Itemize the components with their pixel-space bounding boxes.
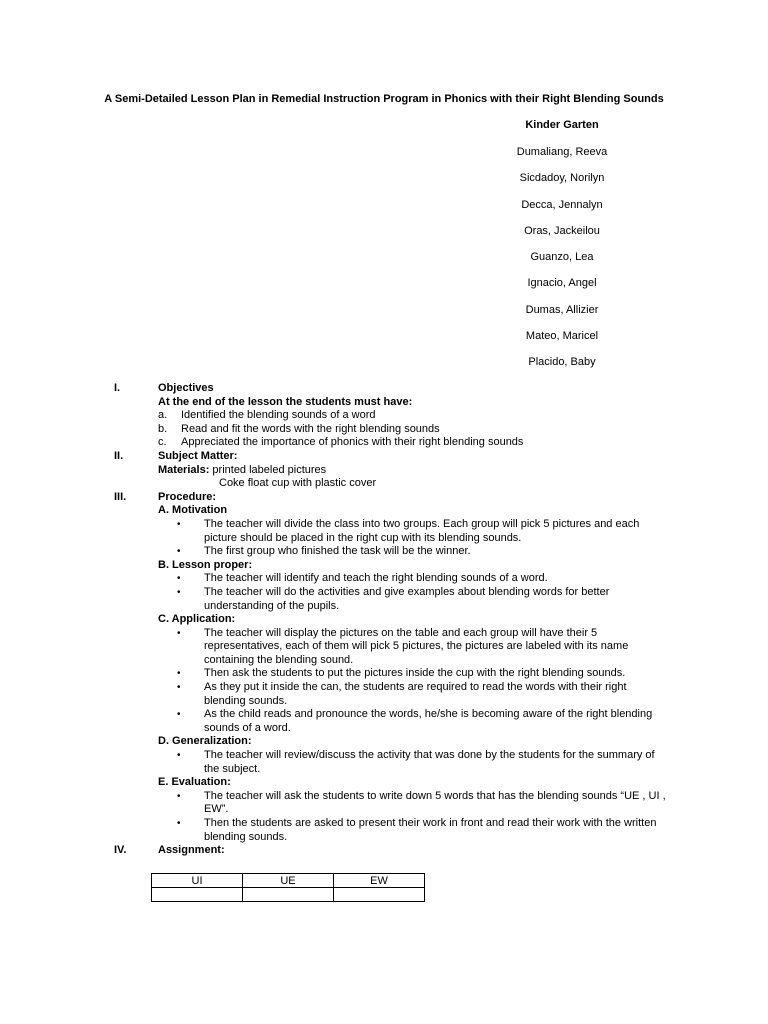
bullet-text: blending sounds.: [204, 694, 288, 707]
grade-level: Kinder Garten: [525, 119, 599, 131]
author-name: Dumas, Allizier: [525, 303, 599, 316]
bullet-continuation: [0, 831, 768, 845]
subsection-line: [0, 613, 768, 627]
bullet-text: representatives, each of them will pick 5 pictures, the pictures are labeled with its name: [204, 640, 629, 653]
bullet-text: The teacher will identify and teach the right blending sounds of a word.: [204, 572, 548, 585]
item-letter: b.: [158, 422, 168, 435]
materials-label: Materials:: [158, 463, 210, 476]
procedure-heading-line: [0, 491, 768, 505]
author-name: Oras, Jackeilou: [524, 224, 600, 237]
subsection-heading: D. Generalization:: [158, 735, 252, 748]
bullet-glyph: •: [177, 818, 181, 829]
bullet-text: EW”.: [204, 803, 229, 816]
bullet-glyph: •: [177, 709, 181, 721]
item-letter: c.: [158, 436, 167, 449]
subsection-heading: A. Motivation: [158, 504, 228, 517]
bullet-glyph: •: [177, 750, 181, 762]
bullet-continuation: [0, 640, 768, 654]
subsection-heading: B. Lesson proper:: [158, 558, 253, 571]
subsection-line: [0, 559, 768, 573]
table-header-cell: UI: [152, 874, 243, 888]
bullet-continuation: [0, 803, 768, 817]
bullet-line: [0, 749, 768, 763]
objectives-heading-line: [0, 382, 768, 396]
table-header-cell: EW: [334, 874, 425, 888]
bullet-text: As they put it inside the can, the students are required to read the words with their right: [204, 681, 627, 694]
materials-value: Coke float cup with plastic cover: [219, 477, 377, 490]
objective-item: [0, 436, 768, 450]
item-letter: a.: [158, 409, 168, 422]
bullet-line: [0, 667, 768, 681]
item-text: Appreciated the importance of phonics with their right blending sounds: [181, 436, 524, 449]
objectives-lead-line: [0, 396, 768, 410]
bullet-continuation: [0, 722, 768, 736]
bullet-text: blending sounds.: [204, 830, 288, 843]
bullet-continuation: [0, 695, 768, 709]
subsection-line: [0, 735, 768, 749]
objectives-lead: At the end of the lesson the students must have:: [158, 395, 413, 408]
bullet-line: [0, 708, 768, 722]
bullet-line: [0, 681, 768, 695]
table-header-row: [152, 874, 425, 888]
section-heading: Objectives: [158, 382, 214, 394]
materials-line: [0, 477, 768, 491]
bullet-text: sounds of a word.: [204, 721, 291, 734]
bullet-text: understanding of the pupils.: [204, 599, 340, 612]
bullet-glyph: •: [177, 546, 181, 558]
author-name: Sicdadoy, Norilyn: [519, 172, 605, 185]
table-row: [152, 888, 425, 902]
bullet-glyph: •: [177, 682, 181, 694]
bullet-line: [0, 627, 768, 641]
section-heading: Assignment:: [158, 844, 225, 857]
subsection-heading: E. Evaluation:: [158, 776, 231, 789]
bullet-glyph: •: [177, 586, 181, 598]
bullet-text: The teacher will divide the class into two groups. Each group will pick 5 pictures and each: [204, 517, 640, 530]
item-text: Read and fit the words with the right blending sounds: [181, 422, 440, 435]
author-name: Guanzo, Lea: [530, 251, 594, 264]
bullet-continuation: [0, 654, 768, 668]
bullet-glyph: •: [177, 790, 181, 802]
document-title: A Semi-Detailed Lesson Plan in Remedial Instruction Program in Phonics with their Right Blending Sounds: [104, 93, 664, 105]
bullet-text: picture should be placed in the right cup with its blending sounds.: [204, 531, 522, 544]
section-numeral: I.: [114, 382, 121, 394]
subsection-line: [0, 776, 768, 790]
subsection-heading: C. Application:: [158, 613, 236, 626]
section-numeral: IV.: [114, 844, 127, 857]
bullet-line: [0, 790, 768, 804]
materials: [158, 464, 326, 478]
assignment-heading-line: [0, 844, 768, 858]
section-numeral: II.: [114, 449, 124, 462]
bullet-glyph: •: [177, 573, 181, 585]
subject-matter-heading-line: [0, 450, 768, 464]
subsection-line: [0, 504, 768, 518]
bullet-text: The teacher will display the pictures on the table and each group will have their 5: [204, 626, 598, 639]
bullet-line: [0, 545, 768, 559]
bullet-line: [0, 518, 768, 532]
bullet-glyph: •: [177, 627, 181, 639]
author-name: Ignacio, Angel: [527, 277, 597, 290]
table-cell: [152, 888, 243, 902]
lesson-outline: [0, 382, 768, 858]
bullet-text: The teacher will review/discuss the activity that was done by the students for the summary of: [204, 749, 655, 762]
author-name: Mateo, Maricel: [525, 330, 599, 343]
bullet-text: the subject.: [204, 762, 261, 775]
bullet-text: As the child reads and pronounce the words, he/she is becoming aware of the right blending: [204, 708, 653, 721]
bullet-line: [0, 586, 768, 600]
author-name: Decca, Jennalyn: [521, 198, 603, 211]
bullet-glyph: •: [177, 668, 181, 680]
bullet-text: The teacher will ask the students to write down 5 words that has the blending sounds “UE , UI ,: [204, 789, 666, 802]
bullet-text: Then ask the students to put the pictures inside the cup with the right blending sounds.: [204, 667, 626, 680]
bullet-text: The first group who finished the task will be the winner.: [204, 545, 471, 558]
bullet-line: [0, 572, 768, 586]
bullet-text: containing the blending sound.: [204, 653, 354, 666]
assignment-table: [151, 873, 425, 902]
objective-item: [0, 409, 768, 423]
section-heading: Subject Matter:: [158, 449, 238, 462]
bullet-continuation: [0, 600, 768, 614]
bullet-continuation: [0, 763, 768, 777]
table-header-cell: UE: [243, 874, 334, 888]
author-list: [447, 146, 677, 383]
section-numeral: III.: [114, 490, 127, 503]
objective-item: [0, 423, 768, 437]
table-cell: [334, 888, 425, 902]
item-text: Identified the blending sounds of a word: [181, 409, 376, 422]
materials-line: [0, 464, 768, 478]
materials-value: printed labeled pictures: [209, 463, 327, 476]
author-name: Dumaliang, Reeva: [516, 146, 608, 158]
bullet-continuation: [0, 532, 768, 546]
bullet-line: [0, 817, 768, 831]
author-name: Placido, Baby: [528, 356, 596, 369]
section-heading: Procedure:: [158, 490, 217, 503]
bullet-text: Then the students are asked to present their work in front and read their work with the written: [204, 817, 657, 829]
table-cell: [243, 888, 334, 902]
bullet-glyph: •: [177, 518, 181, 530]
bullet-text: The teacher will do the activities and give examples about blending words for better: [204, 585, 610, 598]
